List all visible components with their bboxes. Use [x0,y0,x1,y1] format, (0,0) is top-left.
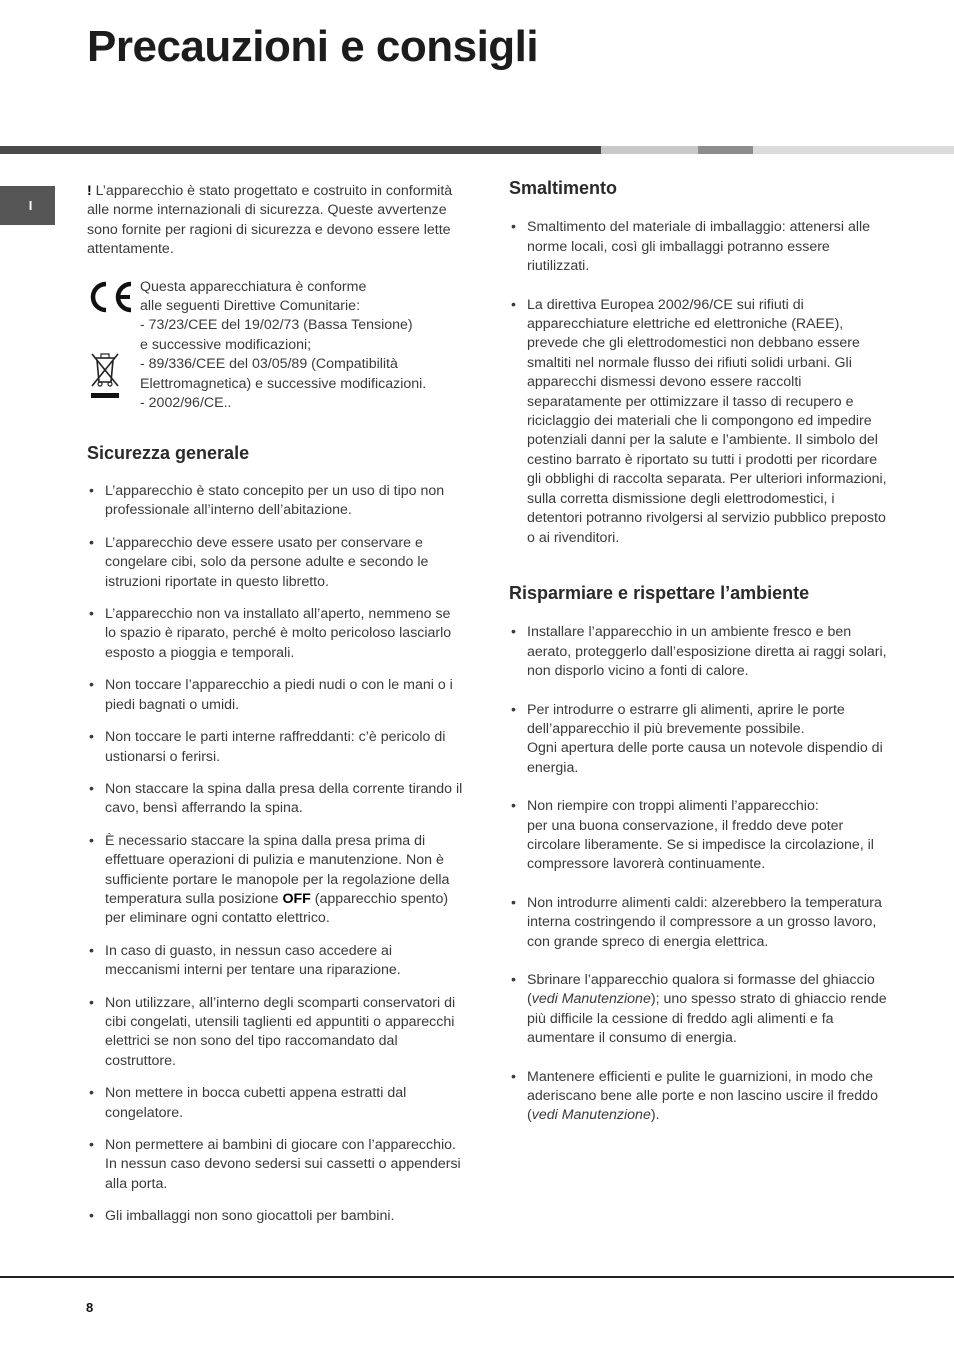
list-item [509,1068,891,1126]
disposal-list [509,218,891,548]
list-item-text: ); uno spesso strato di ghiaccio rende più difficile la cessione di freddo agli alimenti e fa aumentare il consumo di energia. [527,991,887,1047]
compliance-line: Elettromagnetica) e successive modificazioni. [140,375,427,392]
intro-paragraph [87,182,463,260]
safety-heading: Sicurezza generale [87,442,250,463]
list-item: • L’apparecchio deve essere usato per conservare e congelare cibi, solo da persone adulte e secondo le istruzioni riportate in questo libretto. [87,534,463,592]
compliance-block [87,278,463,412]
language-tab [0,186,55,225]
list-item: • Non staccare la spina dalla presa della corrente tirando il cavo, bensì afferrando la spina. [87,780,463,819]
disposal-heading: Smaltimento [509,178,618,198]
ce-mark-icon [87,280,133,314]
warning-mark: ! [87,183,92,199]
header-bar-pale [753,146,954,154]
list-item-text: Non riempire con troppi alimenti l’apparecchio: [527,798,819,815]
list-item [509,701,891,779]
compliance-line: alle seguenti Direttive Comunitarie: [140,298,361,315]
list-item: • Non introdurre alimenti caldi: alzerebbero la temperatura interna costringendo il compressore a un grosso lavoro, con grande spreco di energia elettrica. [509,894,891,952]
list-item-text: Sbrinare l’apparecchio qualora si formasse del ghiaccio ( [527,972,875,1008]
list-item: • Non toccare le parti interne raffreddanti: c’è pericolo di ustionarsi o ferirsi. [87,728,463,767]
list-item-text: Ogni apertura delle porte causa un notevole dispendio di energia. [527,740,883,776]
header-bar-mid [698,146,753,154]
list-item-text: per una buona conservazione, il freddo deve poter circolare liberamente. Se si impedisce la circolazione, il compressore lavorerà continuamente. [527,817,874,873]
list-item [87,832,463,929]
compliance-line: Questa apparecchiatura è conforme [140,278,367,295]
list-item: • Non utilizzare, all’interno degli scomparti conservatori di cibi congelati, utensili taglienti ed appuntiti o apparecchi elettrici se non sono del tipo raccomandato dal costruttore. [87,994,463,1072]
intro-text: L’apparecchio è stato progettato e costruito in conformità alle norme internazionali di sicurezza. Queste avvertenze sono fornite per ragioni di sicurezza e devono essere lette attentamente. [87,183,453,258]
footer-rule [0,1276,954,1278]
list-item: • Smaltimento del materiale di imballaggio: attenersi alle norme locali, così gli imballaggi potranno essere riutilizzati. [509,218,891,276]
manual-reference: vedi Manutenzione [531,991,651,1008]
compliance-text [140,278,460,414]
list-item-text: Mantenere efficienti e pulite le guarnizioni, in modo che aderiscano bene alle porte e non lascino uscire il freddo ( [527,1068,878,1124]
list-item: • Non permettere ai bambini di giocare con l’apparecchio. In nessun caso devono sedersi sui cassetti o appendersi alla porta. [87,1136,463,1194]
header-bar-dark [0,146,601,154]
crossed-bin-icon [87,348,123,400]
list-item-text: ). [650,1107,660,1124]
compliance-line: - 2002/96/CE.. [140,395,232,412]
list-item: • Non toccare l’apparecchio a piedi nudi o con le mani o i piedi bagnati o umidi. [87,676,463,715]
list-item-text: (apparecchio spento) per eliminare ogni contatto elettrico. [105,890,449,927]
list-item: • Gli imballaggi non sono giocattoli per bambini. [87,1207,463,1226]
list-item: • L’apparecchio è stato concepito per un uso di tipo non professionale all’interno dell’abitazione. [87,482,463,521]
list-item: • Non mettere in bocca cubetti appena estratti dal congelatore. [87,1084,463,1123]
safety-list [87,482,463,1227]
compliance-line: e successive modificazioni; [140,336,312,353]
list-item [509,971,891,1049]
page-title: Precauzioni e consigli [87,22,539,71]
environment-list [509,623,891,1126]
list-item: • La direttiva Europea 2002/96/CE sui rifiuti di apparecchiature elettriche ed elettroniche (RAEE), prevede che gli elettrodomestici non debbano essere smaltiti nel normale flusso dei rifiuti solidi urbani. Gli apparecchi dismessi devono essere raccolti separatamente per ottimizzare il tasso di recupero e riciclaggio dei materiali che li compongono ed impedire potenziali danni per la salute e l’ambiente. Il simbolo del cestino barrato è riportato su tutti i prodotti per ricordare gli obblighi di raccolta separata. Per ulteriori informazioni, sulla corretta dismissione degli elettrodomestici, i detentori potranno rivolgersi al servizio pubblico preposto o ai rivenditori. [509,296,891,548]
environment-heading: Risparmiare e rispettare l’ambiente [509,582,810,603]
compliance-line: - 73/23/CEE del 19/02/73 (Bassa Tensione) [140,317,413,334]
header-bar-light [601,146,698,154]
list-item: • In caso di guasto, in nessun caso accedere ai meccanismi interni per tentare una riparazione. [87,942,463,981]
manual-reference: vedi Manutenzione [531,1107,651,1124]
list-item-text: È necessario staccare la spina dalla presa prima di effettuare operazioni di pulizia e manutenzione. Non è sufficiente portare le manopole per la regolazione della temperatura sulla posizione [105,832,450,907]
left-column [87,182,463,1240]
list-item: • L’apparecchio non va installato all’aperto, nemmeno se lo spazio è riparato, perché è molto pericoloso lasciarlo esposto a pioggia e temporali. [87,605,463,663]
right-column [509,179,891,1145]
list-item-text: Per introdurre o estrarre gli alimenti, aprire le porte dell’apparecchio il più brevemente possibile. [527,701,845,737]
page-number: 8 [86,1300,94,1315]
language-tab-label: I [28,198,33,213]
list-item: • Installare l’apparecchio in un ambiente fresco e ben aerato, proteggerlo dall’esposizione diretta ai raggi solari, non disporlo vicino a fonti di calore. [509,623,891,681]
compliance-line: - 89/336/CEE del 03/05/89 (Compatibilità [140,356,398,373]
off-label: OFF [282,890,311,907]
list-item [509,797,891,875]
